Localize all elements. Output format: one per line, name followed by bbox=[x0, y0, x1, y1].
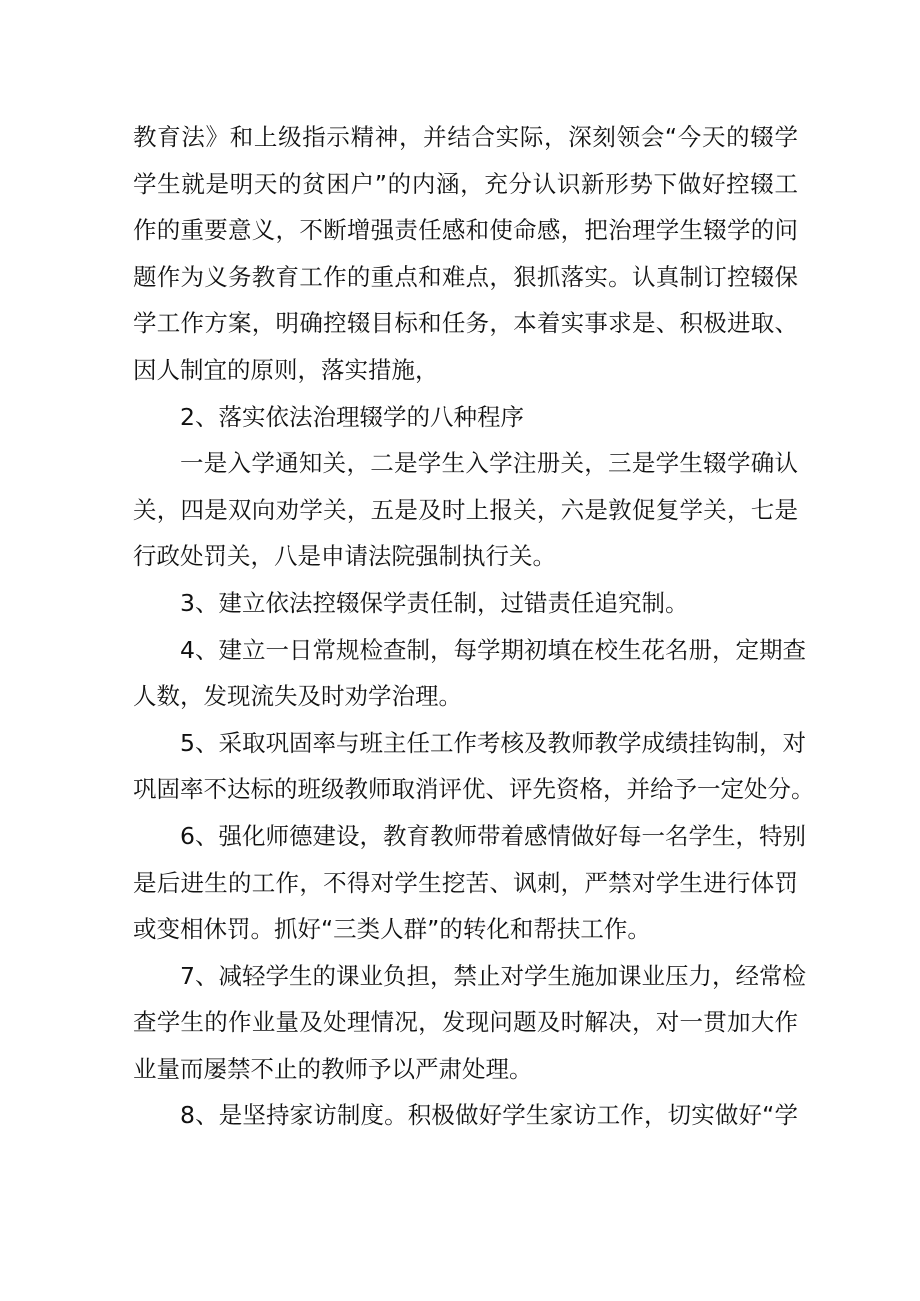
text-line: 题作为义务教育工作的重点和难点，狠抓落实。认真制订控辍保 bbox=[133, 262, 798, 291]
text-line: 查学生的作业量及处理情况，发现问题及时解决，对一贯加大作 bbox=[133, 1008, 798, 1037]
paragraph-item-2-detail bbox=[133, 440, 798, 580]
text-line: 人数，发现流失及时劝学治理。 bbox=[133, 682, 462, 711]
text-line: 学生就是明天的贫困户”的内涵，充分认识新形势下做好控辍工 bbox=[133, 169, 798, 198]
text-line: 3、建立依法控辍保学责任制，过错责任追究制。 bbox=[180, 588, 689, 617]
text-line: 4、建立一日常规检查制，每学期初填在校生花名册，定期查 bbox=[180, 635, 806, 664]
text-line: 教育法》和上级指示精神，并结合实际，深刻领会“今天的辍学 bbox=[133, 123, 798, 151]
text-line: 作的重要意义，不断增强责任感和使命感，把治理学生辍学的问 bbox=[133, 216, 798, 245]
text-line: 一是入学通知关，二是学生入学注册关，三是学生辍学确认 bbox=[180, 449, 798, 478]
text-line: 7、减轻学生的课业负担，禁止对学生施加课业压力，经常检 bbox=[180, 961, 806, 990]
text-line: 行政处罚关，八是申请法院强制执行关。 bbox=[133, 542, 556, 571]
text-line: 业量而屡禁不止的教师予以严肃处理。 bbox=[133, 1054, 533, 1083]
paragraph-item-7 bbox=[133, 953, 806, 1093]
text-line: 是后进生的工作，不得对学生挖苦、讽刺，严禁对学生进行体罚 bbox=[133, 868, 798, 897]
document-body bbox=[133, 114, 815, 1139]
text-line: 巩固率不达标的班级教师取消评优、评先资格，并给予一定处分。 bbox=[133, 775, 815, 804]
paragraph-item-4 bbox=[133, 627, 806, 720]
paragraph-intro bbox=[133, 114, 798, 394]
text-line: 5、采取巩固率与班主任工作考核及教师教学成绩挂钩制，对 bbox=[180, 728, 806, 757]
text-line: 学工作方案，明确控辍目标和任务，本着实事求是、积极进取、 bbox=[133, 309, 798, 338]
text-line: 因人制宜的原则，落实措施， bbox=[133, 355, 439, 384]
text-line: 8、是坚持家访制度。积极做好学生家访工作，切实做好“学 bbox=[180, 1101, 798, 1130]
paragraph-item-5 bbox=[133, 720, 815, 813]
text-line: 或变相休罚。抓好“三类人群”的转化和帮扶工作。 bbox=[133, 915, 651, 944]
paragraph-item-8 bbox=[133, 1092, 798, 1139]
paragraph-item-2-heading bbox=[133, 394, 798, 441]
paragraph-item-6 bbox=[133, 813, 806, 953]
text-line: 6、强化师德建设，教育教师带着感情做好每一名学生，特别 bbox=[180, 821, 806, 850]
paragraph-item-3 bbox=[133, 580, 798, 627]
text-line: 关，四是双向劝学关，五是及时上报关，六是敦促复学关，七是 bbox=[133, 495, 798, 524]
text-line: 2、落实依法治理辍学的八种程序 bbox=[180, 402, 524, 431]
